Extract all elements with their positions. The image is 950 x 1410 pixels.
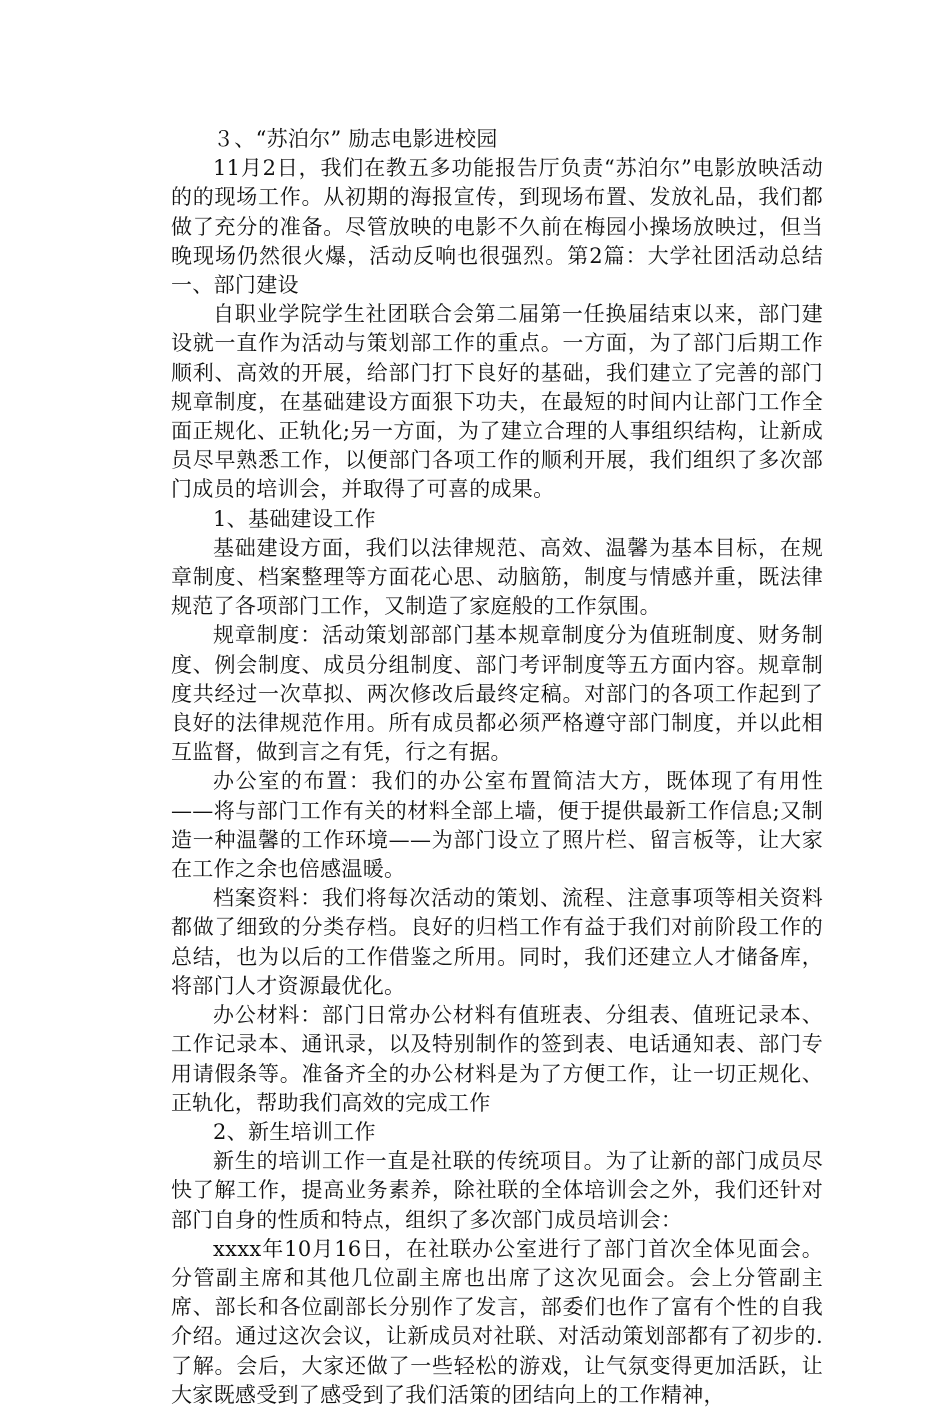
section-heading: ３、“苏泊尔” 励志电影进校园: [213, 127, 498, 151]
paragraph: 档案资料：我们将每次活动的策划、流程、注意事项等相关资料都做了细致的分类存档。良好的归档工作有益于我们对前阶段工作的总结，也为以后的工作借鉴之所用。同时，我们还建立人才储备库，将部门人才资源最优化。: [171, 886, 823, 998]
document-body: [171, 125, 823, 1410]
paragraph: xxxx年10月16日，在社联办公室进行了部门首次全体见面会。分管副主席和其他几位副主席也出席了这次见面会。会上分管副主席、部长和各位副部长分别作了发言，部委们也作了富有个性的自我介绍。通过这次会议，让新成员对社联、对活动策划部都有了初步的.了解。会后，大家还做了一些轻松的游戏，让气氛变得更加活跃，让大家既感受到了感受到了我们活策的团结向上的工作精神，: [171, 1236, 823, 1407]
section-heading: 2、新生培训工作: [213, 1119, 376, 1144]
paragraph: 办公室的布置：我们的办公室布置简洁大方，既体现了有用性——将与部门工作有关的材料全部上墙，便于提供最新工作信息;又制造一种温馨的工作环境——为部门设立了照片栏、留言板等，让大家在工作之余也倍感温暖。: [171, 769, 823, 882]
paragraph: 自职业学院学生社团联合会第二届第一任换届结束以来，部门建设就一直作为活动与策划部工作的重点。一方面，为了部门后期工作顺利、高效的开展，给部门打下良好的基础，我们建立了完善的部门规章制度，在基础建设方面狠下功夫，在最短的时间内让部门工作全面正规化、正轨化;另一方面，为了建立合理的人事组织结构，让新成员尽早熟悉工作，以便部门各项工作的顺利开展，我们组织了多次部门成员的培训会，并取得了可喜的成果。: [171, 302, 823, 502]
paragraph: 规章制度：活动策划部部门基本规章制度分为值班制度、财务制度、例会制度、成员分组制度、部门考评制度等五方面内容。规章制度共经过一次草拟、两次修改后最终定稿。对部门的各项工作起到了良好的法律规范作用。所有成员都必须严格遵守部门制度，并以此相互监督，做到言之有凭，行之有据。: [171, 623, 823, 765]
section-heading: 1、基础建设工作: [213, 506, 376, 531]
paragraph: 新生的培训工作一直是社联的传统项目。为了让新的部门成员尽快了解工作，提高业务素养，除社联的全体培训会之外，我们还针对部门自身的性质和特点，组织了多次部门成员培训会：: [171, 1149, 823, 1232]
paragraph: 办公材料：部门日常办公材料有值班表、分组表、值班记录本、工作记录本、通讯录，以及特别制作的签到表、电话通知表、部门专用请假条等。准备齐全的办公材料是为了方便工作，让一切正规化、正轨化，帮助我们高效的完成工作: [171, 1003, 823, 1115]
paragraph: 基础建设方面，我们以法律规范、高效、温馨为基本目标，在规章制度、档案整理等方面花心思、动脑筋，制度与情感并重，既法律规范了各项部门工作，又制造了家庭般的工作氛围。: [171, 535, 823, 619]
paragraph: 11月2日，我们在教五多功能报告厅负责“苏泊尔”电影放映活动的的现场工作。从初期的海报宣传，到现场布置、发放礼品，我们都做了充分的准备。尽管放映的电影不久前在梅园小操场放映过，但当晚现场仍然很火爆，活动反响也很强烈。第2篇：大学社团活动总结一、部门建设: [171, 156, 823, 298]
